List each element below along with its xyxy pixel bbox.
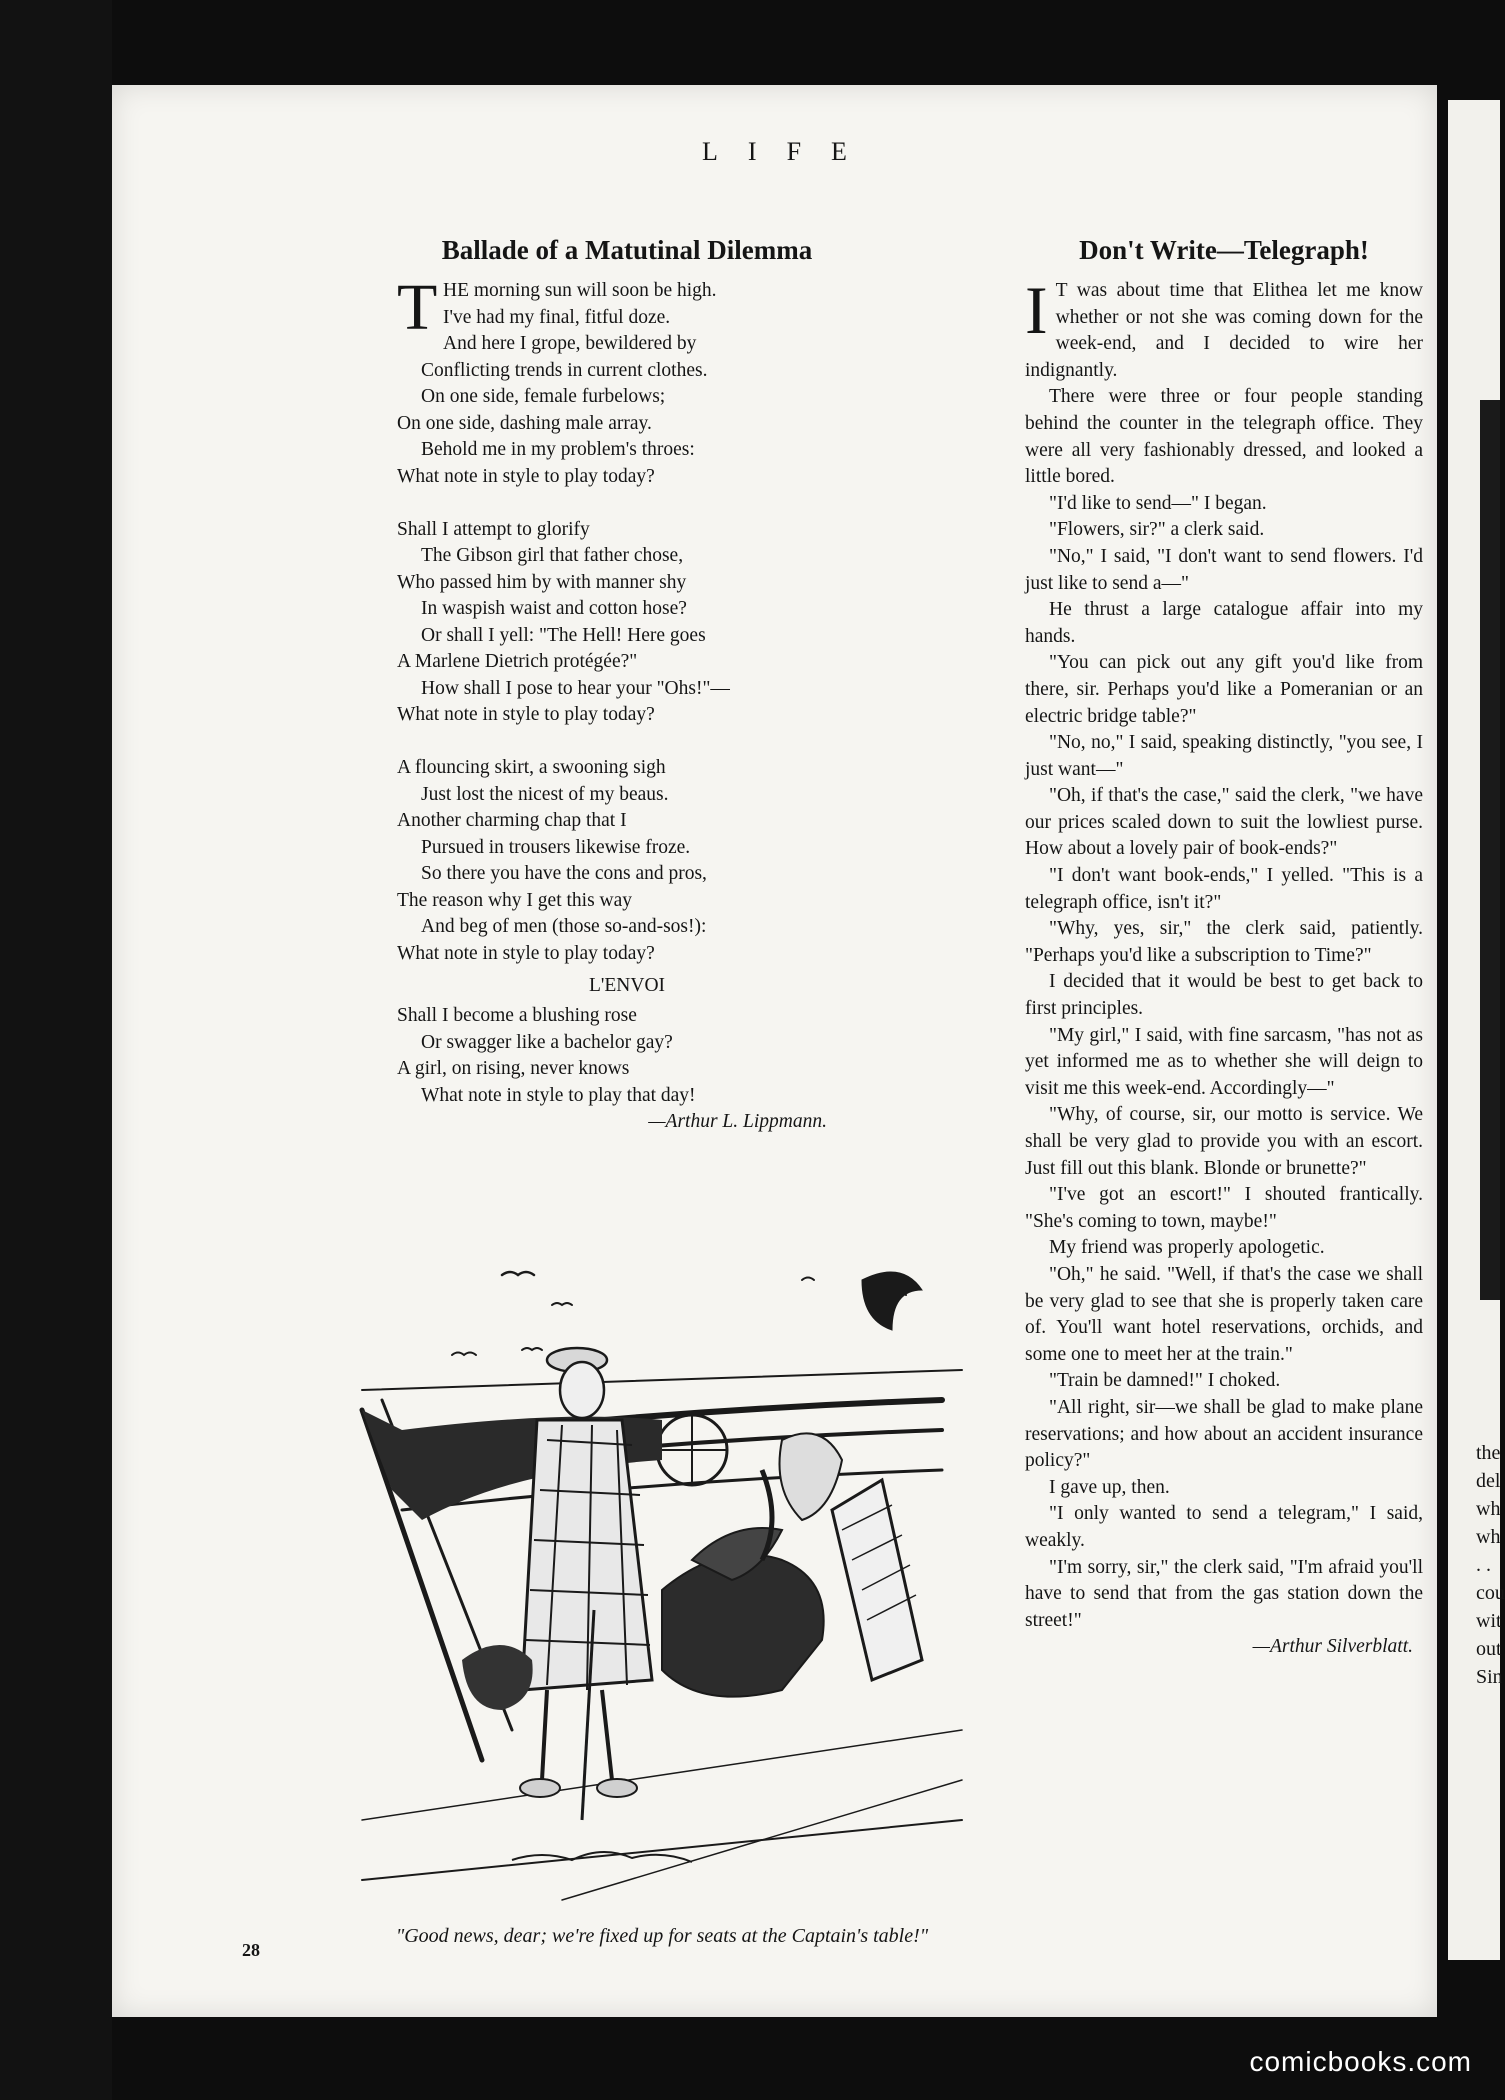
- poem-line: So there you have the cons and pros,: [421, 863, 707, 884]
- article-paragraph: "No, no," I said, speaking distinctly, "you see, I just want—": [1025, 732, 1423, 780]
- poem-line: On one side, female furbelows;: [421, 386, 666, 407]
- scan-border: [0, 0, 112, 2100]
- illustration-caption: "Good news, dear; we're fixed up for seats at the Captain's table!": [395, 1925, 929, 1947]
- article-title: Don't Write—Telegraph!: [1079, 235, 1369, 265]
- article-paragraph: I T was about time that Elithea let me know whether or not she was coming down for the week-end, and I decided to wire her indignantly.: [1025, 272, 1423, 381]
- envoi-line: What note in style to play that day!: [421, 1084, 696, 1106]
- poem-line: On one side, dashing male array.: [397, 412, 652, 434]
- next-page-edge: [1448, 100, 1505, 1960]
- next-page-fragment: wit: [1476, 1610, 1502, 1632]
- watermark: comicbooks.com: [1249, 2046, 1472, 2077]
- next-page-fragment: . .: [1476, 1554, 1491, 1576]
- poem-line: And here I grope, bewildered by: [443, 333, 697, 354]
- article-paragraph: He thrust a large catalogue affair into my hands.: [1025, 599, 1423, 647]
- poem-line: The Gibson girl that father chose,: [421, 545, 684, 566]
- next-page-fragment: the: [1476, 1442, 1501, 1464]
- poem-author: —Arthur L. Lippmann.: [648, 1111, 827, 1132]
- poem-body: [397, 271, 857, 1136]
- article-paragraph: My friend was properly apologetic.: [1049, 1237, 1325, 1259]
- envoi-line: Or swagger like a bachelor gay?: [421, 1031, 673, 1053]
- poem-line: Another charming chap that I: [397, 810, 627, 831]
- page-number: 28: [242, 1940, 260, 1960]
- next-page-fragment: out: [1476, 1638, 1502, 1660]
- article-paragraph: "Flowers, sir?" a clerk said.: [1049, 519, 1265, 541]
- poem-line: A flouncing skirt, a swooning sigh: [397, 757, 666, 778]
- next-page-fragment: del: [1476, 1470, 1501, 1492]
- article-paragraph: "I'd like to send—" I began.: [1049, 492, 1267, 514]
- article-paragraph: "No," I said, "I don't want to send flowers. I'd just like to send a—": [1025, 545, 1423, 594]
- poem-line: Or shall I yell: "The Hell! Here goes: [421, 624, 706, 646]
- article-body: [1025, 272, 1423, 1661]
- article-paragraph: I decided that it would be best to get back to first principles.: [1025, 971, 1423, 1020]
- article-paragraph: "Train be damned!" I choked.: [1049, 1370, 1281, 1392]
- poem-line: Just lost the nicest of my beaus.: [421, 783, 669, 805]
- article-paragraph: I gave up, then.: [1049, 1476, 1170, 1498]
- magazine-page: [112, 85, 1437, 2017]
- poem-title: Ballade of a Matutinal Dilemma: [441, 235, 813, 265]
- article-paragraph: "Oh, if that's the case," said the clerk, "we have our prices scaled down to suit the lowliest purse. How about a lovely pair of book-ends?": [1025, 785, 1423, 860]
- article-paragraph: There were three or four people standing behind the counter in the telegraph office. They were all very fashionably dressed, and looked a little bored.: [1025, 386, 1423, 488]
- poem-line: The reason why I get this way: [397, 889, 633, 911]
- next-page-fragment: wh: [1476, 1526, 1501, 1548]
- article-paragraph: "Why, of course, sir, our motto is service. We shall be very glad to provide you with an escort. Just fill out this blank. Blonde or brunette?": [1025, 1104, 1423, 1179]
- article-paragraph: "Why, yes, sir," the clerk said, patiently. "Perhaps you'd like a subscription to Time?": [1025, 918, 1423, 966]
- poem-line: In waspish waist and cotton hose?: [421, 598, 687, 619]
- poem-column: [397, 235, 957, 1136]
- article-paragraph: "My girl," I said, with fine sarcasm, "has not as yet informed me as to whether she will deign to visit me this week-end. Accordingly—": [1025, 1024, 1423, 1099]
- envoi-line: Shall I become a blushing rose: [397, 1005, 637, 1026]
- envoi-heading: L'ENVOI: [588, 975, 666, 996]
- next-page-fragment: wh: [1476, 1498, 1501, 1520]
- poem-line: I've had my final, fitful doze.: [443, 306, 671, 328]
- poem-line: A Marlene Dietrich protégée?": [397, 651, 638, 672]
- poem-line: Pursued in trousers likewise froze.: [421, 836, 691, 858]
- poem-line: Behold me in my problem's throes:: [421, 439, 695, 460]
- poem-dropcap: T: [397, 271, 438, 344]
- article-paragraph: "I've got an escort!" I shouted frantically. "She's coming to town, maybe!": [1025, 1184, 1423, 1232]
- article-paragraph: "You can pick out any gift you'd like from there, sir. Perhaps you'd like a Pomeranian or an electric bridge table?": [1025, 652, 1423, 727]
- running-head: LIFE: [702, 137, 877, 166]
- poem-line: Who passed him by with manner shy: [397, 571, 687, 593]
- poem-refrain: What note in style to play today?: [397, 704, 655, 725]
- article-dropcap: I: [1025, 272, 1048, 348]
- envoi-line: A girl, on rising, never knows: [397, 1058, 630, 1079]
- poem-line: Shall I attempt to glorify: [397, 518, 590, 540]
- poem-line: Conflicting trends in current clothes.: [421, 359, 708, 381]
- poem-refrain: What note in style to play today?: [397, 465, 655, 487]
- next-page-fragment: cou: [1476, 1582, 1505, 1604]
- article-paragraph: "I only wanted to send a telegram," I said, weakly.: [1025, 1503, 1423, 1551]
- article-paragraph: "I don't want book-ends," I yelled. "This is a telegraph office, isn't it?": [1025, 865, 1423, 913]
- article-paragraph: "Oh," he said. "Well, if that's the case we shall be very glad to see that she is properly taken care of. You'll want hotel reservations, orchids, and some one to meet her at the train.": [1025, 1263, 1423, 1365]
- next-page-photo: [1480, 400, 1500, 1300]
- poem-refrain: What note in style to play today?: [397, 942, 655, 964]
- poem-line: And beg of men (those so-and-sos!):: [421, 916, 707, 937]
- article-author: —Arthur Silverblatt.: [1252, 1636, 1413, 1658]
- poem-line: How shall I pose to hear your "Ohs!"—: [421, 677, 730, 699]
- ship-deck-cartoon-icon: [362, 1260, 962, 1910]
- article-column: [1025, 235, 1423, 1661]
- article-paragraph: "I'm sorry, sir," the clerk said, "I'm afraid you'll have to send that from the gas station down the street!": [1025, 1556, 1423, 1631]
- article-paragraph: "All right, sir—we shall be glad to make plane reservations; and how about an accident insurance policy?": [1025, 1396, 1423, 1472]
- poem-line: HE morning sun will soon be high.: [443, 280, 717, 301]
- next-page-fragment: Sin: [1476, 1666, 1503, 1688]
